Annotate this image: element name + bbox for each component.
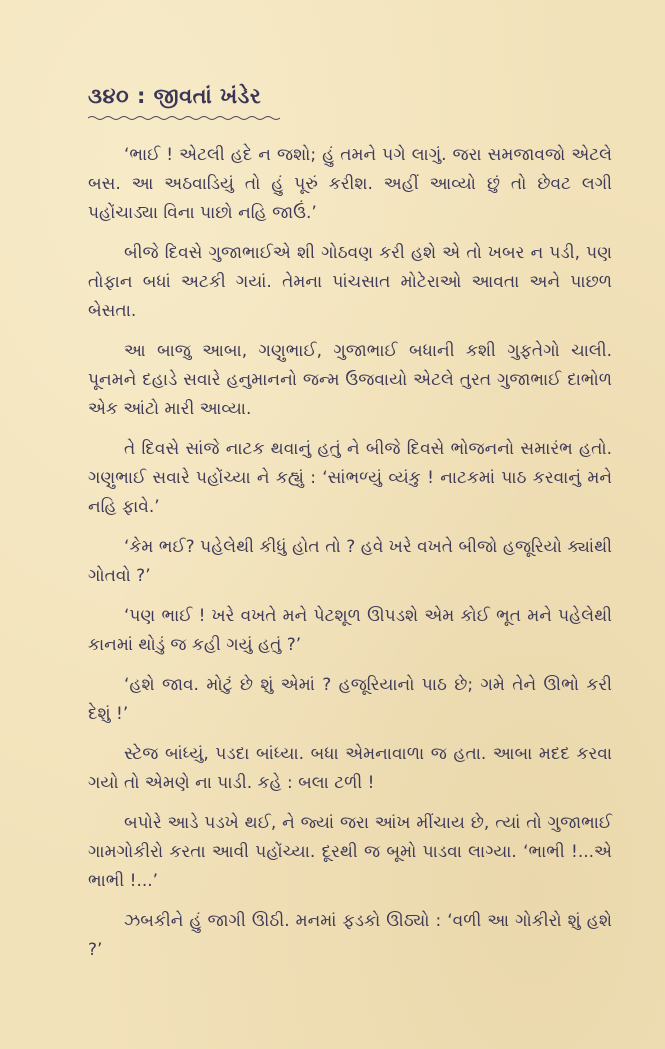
paragraph: ‘પણ ભાઈ ! ખરે વખતે મને પેટશૂળ ઊપડશે એમ કોઈ ભૂત મને પહેલેથી કાનમાં થોડું જ કહી ગયું હતું ?’ <box>88 606 612 655</box>
page-header: ૩૪૦ : જીવતાં ખંડેર <box>88 84 262 108</box>
paragraph: ઝબકીને હું જાગી ઊઠી. મનમાં ફડકો ઊઠ્યો : ‘વળી આ ગોકીરો શું હશે ?’ <box>88 911 612 960</box>
paragraph: ‘ભાઈ ! એટલી હદે ન જશો; હું તમને પગે લાગું. જરા સમજાવજો એટલે બસ. આ અઠવાડિયું તો હું પૂરું કરીશ. અહીં આવ્યો છું તો છેવટ લગી પહોંચાડ્યા વિના પાછો નહિ જાઉં.’ <box>88 145 612 223</box>
paragraph: ‘હશે જાવ. મોટું છે શું એમાં ? હજૂરિયાનો પાઠ છે; ગમે તેને ઊભો કરી દેશું !’ <box>88 675 612 724</box>
paragraph: બપોરે આડે પડખે થઈ, ને જ્યાં જરા આંખ મીંચાય છે, ત્યાં તો ગુજાભાઈ ગામગોકીરો કરતા આવી પહોંચ્યા. દૂરથી જ બૂમો પાડવા લાગ્યા. ‘ભાભી !...એ ભાભી !...’ <box>88 813 612 891</box>
paragraph: તે દિવસે સાંજે નાટક થવાનું હતું ને બીજે દિવસે ભોજનનો સમારંભ હતો. ગણુભાઈ સવારે પહોંચ્યા ને કહ્યું : ‘સાંભળ્યું વ્યંકુ ! નાટકમાં પાઠ કરવાનું મને નહિ ફાવે.’ <box>88 439 612 517</box>
body-text <box>88 141 612 976</box>
paragraph: ‘કેમ ભઈ? પહેલેથી કીધું હોત તો ? હવે ખરે વખતે બીજો હજૂરિયો ક્યાંથી ગોતવો ?’ <box>88 537 612 586</box>
paragraph: સ્ટેજ બાંધ્યું, પડદા બાંધ્યા. બધા એમનાવાળા જ હતા. આબા મદદ કરવા ગયો તો એમણે ના પાડી. કહે : બલા ટળી ! <box>88 744 612 793</box>
paragraph: બીજે દિવસે ગુજાભાઈએ શી ગોઠવણ કરી હશે એ તો ખબર ન પડી, પણ તોફાન બધાં અટકી ગયાં. તેમના પાંચસાત મોટેરાઓ આવતા અને પાછળ બેસતા. <box>88 243 612 321</box>
header-wavy-rule <box>88 115 280 121</box>
paragraph: આ બાજુ આબા, ગણુભાઈ, ગુજાભાઈ બધાની કશી ગુફતેગો ચાલી. પૂનમને દહાડે સવારે હનુમાનનો જન્મ ઉજવાયો એટલે તુરત ગુજાભાઈ દાભોળ એક આંટો મારી આવ્યા. <box>88 341 612 419</box>
